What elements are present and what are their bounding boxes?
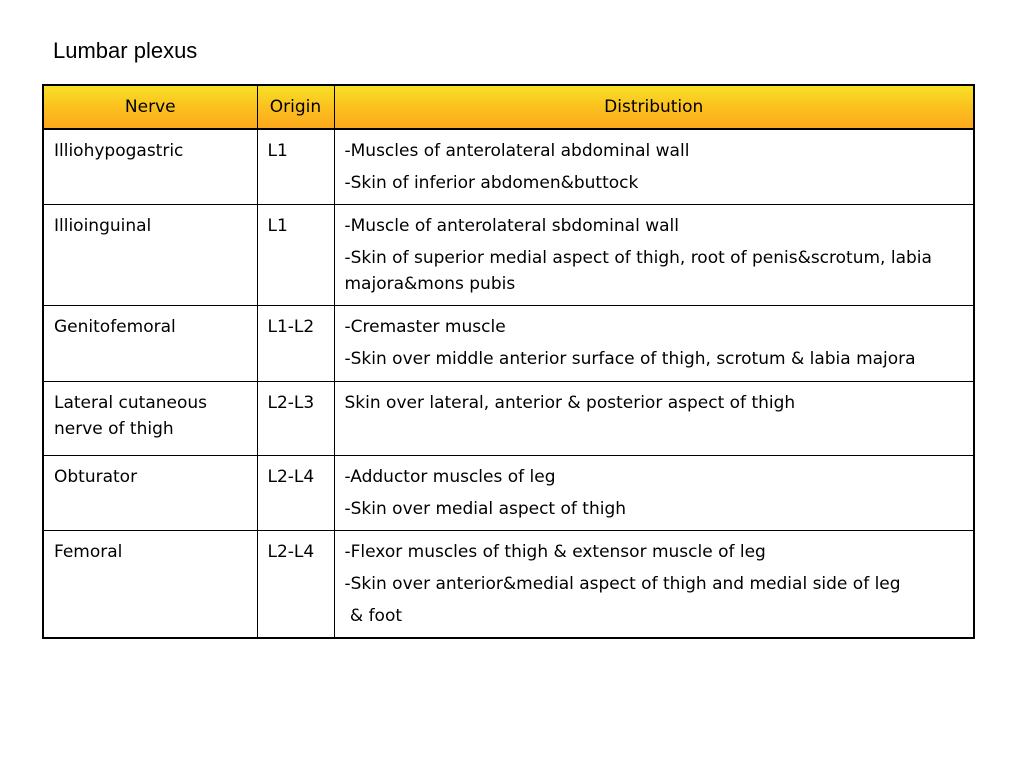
nerve-cell: Illiohypogastric bbox=[43, 129, 257, 205]
distribution-cell bbox=[334, 205, 974, 306]
origin-cell: L2-L3 bbox=[257, 382, 334, 456]
header-origin: Origin bbox=[257, 85, 334, 129]
distribution-cell bbox=[334, 129, 974, 205]
table-row bbox=[43, 205, 974, 306]
lumbar-plexus-table-container bbox=[42, 84, 973, 639]
distribution-line: -Skin over middle anterior surface of thigh, scrotum & labia majora bbox=[344, 349, 916, 369]
distribution-line: -Muscle of anterolateral sbdominal wall bbox=[344, 216, 679, 236]
table-header-row bbox=[43, 85, 974, 129]
nerve-cell: Illioinguinal bbox=[43, 205, 257, 306]
origin-cell: L1 bbox=[257, 129, 334, 205]
table-row bbox=[43, 456, 974, 531]
distribution-cell bbox=[334, 382, 974, 456]
nerve-cell: Genitofemoral bbox=[43, 306, 257, 382]
nerve-cell: Obturator bbox=[43, 456, 257, 531]
distribution-cell bbox=[334, 306, 974, 382]
distribution-line: -Muscles of anterolateral abdominal wall bbox=[344, 141, 690, 161]
distribution-line: -Skin of superior medial aspect of thigh, root of penis&scrotum, labia majora&mons pubis bbox=[344, 248, 932, 294]
distribution-line: -Adductor muscles of leg bbox=[344, 467, 556, 487]
page-title: Lumbar plexus bbox=[53, 38, 198, 63]
origin-cell: L2-L4 bbox=[257, 531, 334, 639]
distribution-line: -Skin over medial aspect of thigh bbox=[344, 499, 627, 519]
distribution-line: -Flexor muscles of thigh & extensor muscle of leg bbox=[344, 542, 766, 562]
distribution-line: -Cremaster muscle bbox=[344, 317, 506, 337]
lumbar-plexus-table bbox=[42, 84, 975, 639]
nerve-cell: Femoral bbox=[43, 531, 257, 639]
distribution-line: Skin over lateral, anterior & posterior aspect of thigh bbox=[344, 393, 796, 413]
table-row bbox=[43, 382, 974, 456]
distribution-cell bbox=[334, 456, 974, 531]
header-distribution: Distribution bbox=[334, 85, 974, 129]
distribution-line: & foot bbox=[344, 606, 403, 626]
distribution-cell bbox=[334, 531, 974, 639]
table-row bbox=[43, 306, 974, 382]
origin-cell: L1 bbox=[257, 205, 334, 306]
origin-cell: L1-L2 bbox=[257, 306, 334, 382]
distribution-line: -Skin of inferior abdomen&buttock bbox=[344, 173, 639, 193]
nerve-cell: Lateral cutaneous nerve of thigh bbox=[43, 382, 257, 456]
header-nerve: Nerve bbox=[43, 85, 257, 129]
origin-cell: L2-L4 bbox=[257, 456, 334, 531]
distribution-line: -Skin over anterior&medial aspect of thigh and medial side of leg bbox=[344, 574, 901, 594]
table-row bbox=[43, 531, 974, 639]
table-row bbox=[43, 129, 974, 205]
